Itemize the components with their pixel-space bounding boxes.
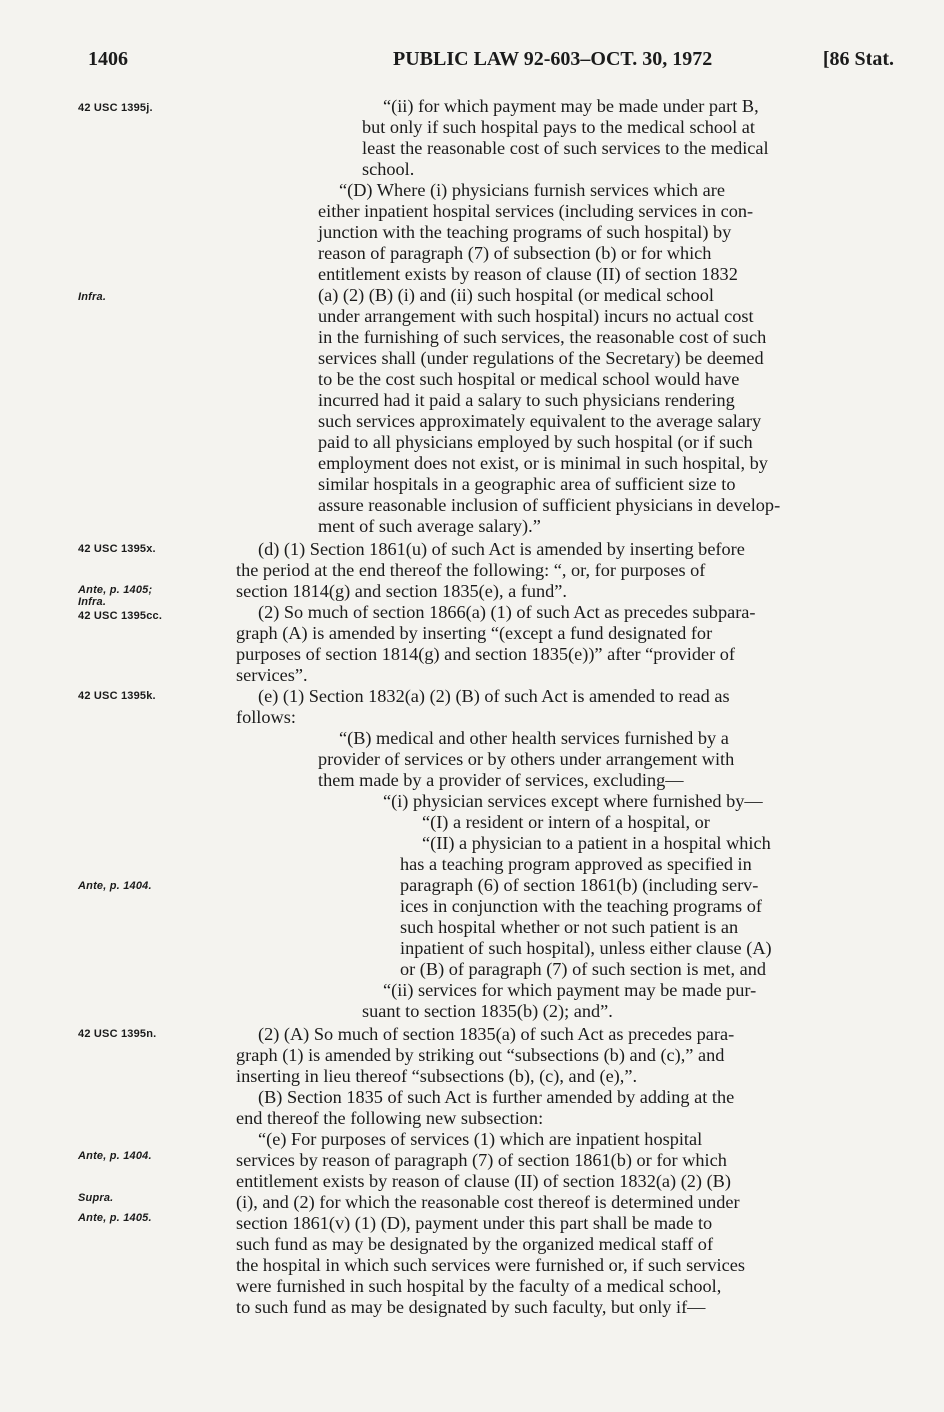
margin-note: 42 USC 1395j.: [78, 102, 153, 114]
margin-note: Ante, p. 1404.: [78, 1150, 152, 1162]
text-line: (2) So much of section 1866(a) (1) of such Act as precedes subpara-: [258, 602, 756, 622]
page-title: PUBLIC LAW 92-603–OCT. 30, 1972: [393, 48, 713, 70]
margin-note: Ante, p. 1405.: [78, 1212, 152, 1224]
text-line: graph (1) is amended by striking out “subsections (b) and (c),” and: [236, 1045, 725, 1065]
text-line: entitlement exists by reason of clause (II) of section 1832: [318, 264, 738, 284]
text-line: services”.: [236, 665, 308, 685]
text-line: graph (A) is amended by inserting “(except a fund designated for: [236, 623, 713, 643]
text-line: paid to all physicians employed by such hospital (or if such: [318, 432, 753, 452]
text-line: assure reasonable inclusion of sufficient physicians in develop-: [318, 495, 781, 515]
text-line: junction with the teaching programs of such hospital) by: [318, 222, 732, 242]
text-line: “(i) physician services except where furnished by—: [383, 791, 763, 811]
text-line: either inpatient hospital services (including services in con-: [318, 201, 754, 221]
text-line: end thereof the following new subsection:: [236, 1108, 544, 1128]
text-line: provider of services or by others under arrangement with: [318, 749, 735, 769]
text-line: (i), and (2) for which the reasonable cost thereof is determined under: [236, 1192, 740, 1212]
margin-note: Infra.: [78, 291, 107, 303]
text-line: least the reasonable cost of such services to the medical: [362, 138, 769, 158]
text-line: incurred had it paid a salary to such physicians rendering: [318, 390, 735, 410]
text-line: services by reason of paragraph (7) of section 1861(b) or for which: [236, 1150, 727, 1170]
page-number: 1406: [88, 48, 128, 70]
text-line: purposes of section 1814(g) and section 1835(e))” after “provider of: [236, 644, 736, 664]
text-line: but only if such hospital pays to the medical school at: [362, 117, 755, 137]
text-line: ment of such average salary).”: [318, 516, 541, 536]
text-line: entitlement exists by reason of clause (II) of section 1832(a) (2) (B): [236, 1171, 731, 1191]
margin-note: 42 USC 1395cc.: [78, 610, 163, 622]
margin-note: Ante, p. 1404.: [78, 880, 152, 892]
text-line: (d) (1) Section 1861(u) of such Act is amended by inserting before: [258, 539, 745, 559]
text-line: services shall (under regulations of the Secretary) be deemed: [318, 348, 764, 368]
text-line: “(I) a resident or intern of a hospital, or: [422, 812, 710, 832]
text-line: “(ii) for which payment may be made under part B,: [383, 96, 759, 116]
margin-note: 42 USC 1395x.: [78, 543, 156, 555]
text-line: the period at the end thereof the following: “, or, for purposes of: [236, 560, 706, 580]
text-line: the hospital in which such services were furnished or, if such services: [236, 1255, 745, 1275]
text-line: “(D) Where (i) physicians furnish services which are: [339, 180, 725, 200]
text-line: to such fund as may be designated by such faculty, but only if—: [236, 1297, 706, 1317]
text-line: similar hospitals in a geographic area of sufficient size to: [318, 474, 736, 494]
text-line: under arrangement with such hospital) incurs no actual cost: [318, 306, 754, 326]
text-line: “(B) medical and other health services furnished by a: [339, 728, 729, 748]
margin-note: Infra.: [78, 596, 107, 608]
text-line: to be the cost such hospital or medical school would have: [318, 369, 740, 389]
text-line: (B) Section 1835 of such Act is further amended by adding at the: [258, 1087, 735, 1107]
text-line: such services approximately equivalent to the average salary: [318, 411, 762, 431]
text-line: suant to section 1835(b) (2); and”.: [362, 1001, 613, 1021]
text-line: has a teaching program approved as specified in: [400, 854, 752, 874]
margin-note: 42 USC 1395k.: [78, 690, 156, 702]
text-line: such hospital whether or not such patient is an: [400, 917, 739, 937]
text-line: (a) (2) (B) (i) and (ii) such hospital (or medical school: [318, 285, 714, 305]
text-line: or (B) of paragraph (7) of such section is met, and: [400, 959, 767, 979]
text-line: were furnished in such hospital by the faculty of a medical school,: [236, 1276, 722, 1296]
text-line: ices in conjunction with the teaching programs of: [400, 896, 762, 916]
text-line: employment does not exist, or is minimal in such hospital, by: [318, 453, 768, 473]
text-line: section 1861(v) (1) (D), payment under this part shall be made to: [236, 1213, 713, 1233]
text-line: paragraph (6) of section 1861(b) (including serv-: [400, 875, 759, 895]
text-line: such fund as may be designated by the organized medical staff of: [236, 1234, 714, 1254]
page-header: [88, 48, 894, 78]
text-line: “(II) a physician to a patient in a hospital which: [422, 833, 771, 853]
text-line: section 1814(g) and section 1835(e), a fund”.: [236, 581, 567, 601]
margin-note: 42 USC 1395n.: [78, 1028, 157, 1040]
text-line: follows:: [236, 707, 296, 727]
text-line: “(e) For purposes of services (1) which are inpatient hospital: [258, 1129, 703, 1149]
text-line: them made by a provider of services, excluding—: [318, 770, 684, 790]
text-line: (e) (1) Section 1832(a) (2) (B) of such Act is amended to read as: [258, 686, 730, 706]
text-line: reason of paragraph (7) of subsection (b) or for which: [318, 243, 712, 263]
text-line: “(ii) services for which payment may be made pur-: [383, 980, 757, 1000]
text-line: inpatient of such hospital), unless either clause (A): [400, 938, 772, 958]
statute-reference: [86 Stat.: [822, 48, 894, 70]
margin-note: Supra.: [78, 1192, 114, 1204]
text-line: (2) (A) So much of section 1835(a) of such Act as precedes para-: [258, 1024, 735, 1044]
text-line: in the furnishing of such services, the reasonable cost of such: [318, 327, 767, 347]
text-line: inserting in lieu thereof “subsections (b), (c), and (e),”.: [236, 1066, 638, 1086]
margin-note: Ante, p. 1405;: [78, 584, 153, 596]
text-line: school.: [362, 159, 415, 179]
